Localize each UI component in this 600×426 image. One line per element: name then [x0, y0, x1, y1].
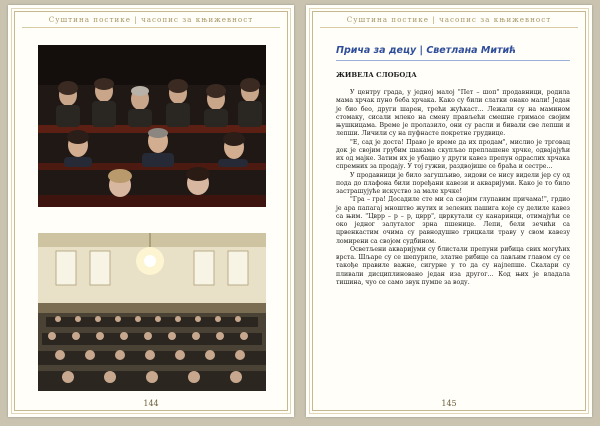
running-header: Суштина постике | часопис за књижевност — [346, 15, 552, 24]
story-body — [336, 89, 570, 287]
audience-photo — [38, 45, 266, 207]
paragraph: "Гра – гра! Досадиле сте ми са својим глупавим причама!", грдио је ара папагај мноштво жутих и зелених пашига које су делиле кавез са њим. "Цврр – р – р, цврр", цвркутали су канаринци, отимајући се око једног залуталог зрна пшенице. Лепи, бели зечићи са црвенкастим очима су равнодушно грицкали траву у свом кавезу ломирени са својом судбином. — [336, 196, 570, 245]
section-heading: ЖИВЕЛА СЛОБОДА — [336, 71, 417, 79]
paragraph: У продавници је било загушљиво, зидови се нису видели јер су од пода до плафона били поређани кавези и акваријуми. Како је то било застрашујуће искуство за мале хрчке! — [336, 171, 570, 195]
paragraph: Осветљени акваријуми су блистали препуни рибица свих могућих врста. Шљаре су се шепуриле, златне рибице са лављим главом су се такође правиле важне, сигурне у то да су најлепше. Скалари су пливали дисциплиновано један иза другог... Код њих је владала тишина, чуо се само звук пумпе за воду. — [336, 245, 570, 286]
story-title: Прича за децу | Светлана Митић — [336, 45, 570, 61]
audience-photo-image — [38, 45, 266, 207]
paragraph: "Е, сад је доста! Право је време да их продам", мислио је трговац док је својим грубим шакама скупљао преплашене хрчке, одвајајући их од мајке. Затим их је убацио у други кавез препун одраслих хрчака спремних за продају. У тој гужви, раздвојише се браћа и сестре... — [336, 138, 570, 171]
header-divider — [22, 27, 280, 28]
page-number: 144 — [143, 399, 159, 408]
concert-hall-photo-image — [38, 233, 266, 391]
left-page — [8, 5, 294, 417]
page-number: 145 — [441, 399, 457, 408]
header-divider — [320, 27, 578, 28]
paragraph: У центру града, у једној малој "Пет – шоп" продавници, родила мама хрчак пуно беба хрчака. Како су били слатки онако мали! Један је био беo, други шарен, трећи жућкаст... Лежали су на маминoм стомаку, сисали млеко на смену прављећи смешне гримасе својим њушкицама. Време је пролазило, они су расли и бивали све лепши и лепши. Личили су на пуфнасте покретне грудвице. — [336, 89, 570, 138]
concert-hall-photo — [38, 233, 266, 391]
right-page — [306, 5, 592, 417]
running-header: Суштина постике | часопис за књижевност — [48, 15, 254, 24]
